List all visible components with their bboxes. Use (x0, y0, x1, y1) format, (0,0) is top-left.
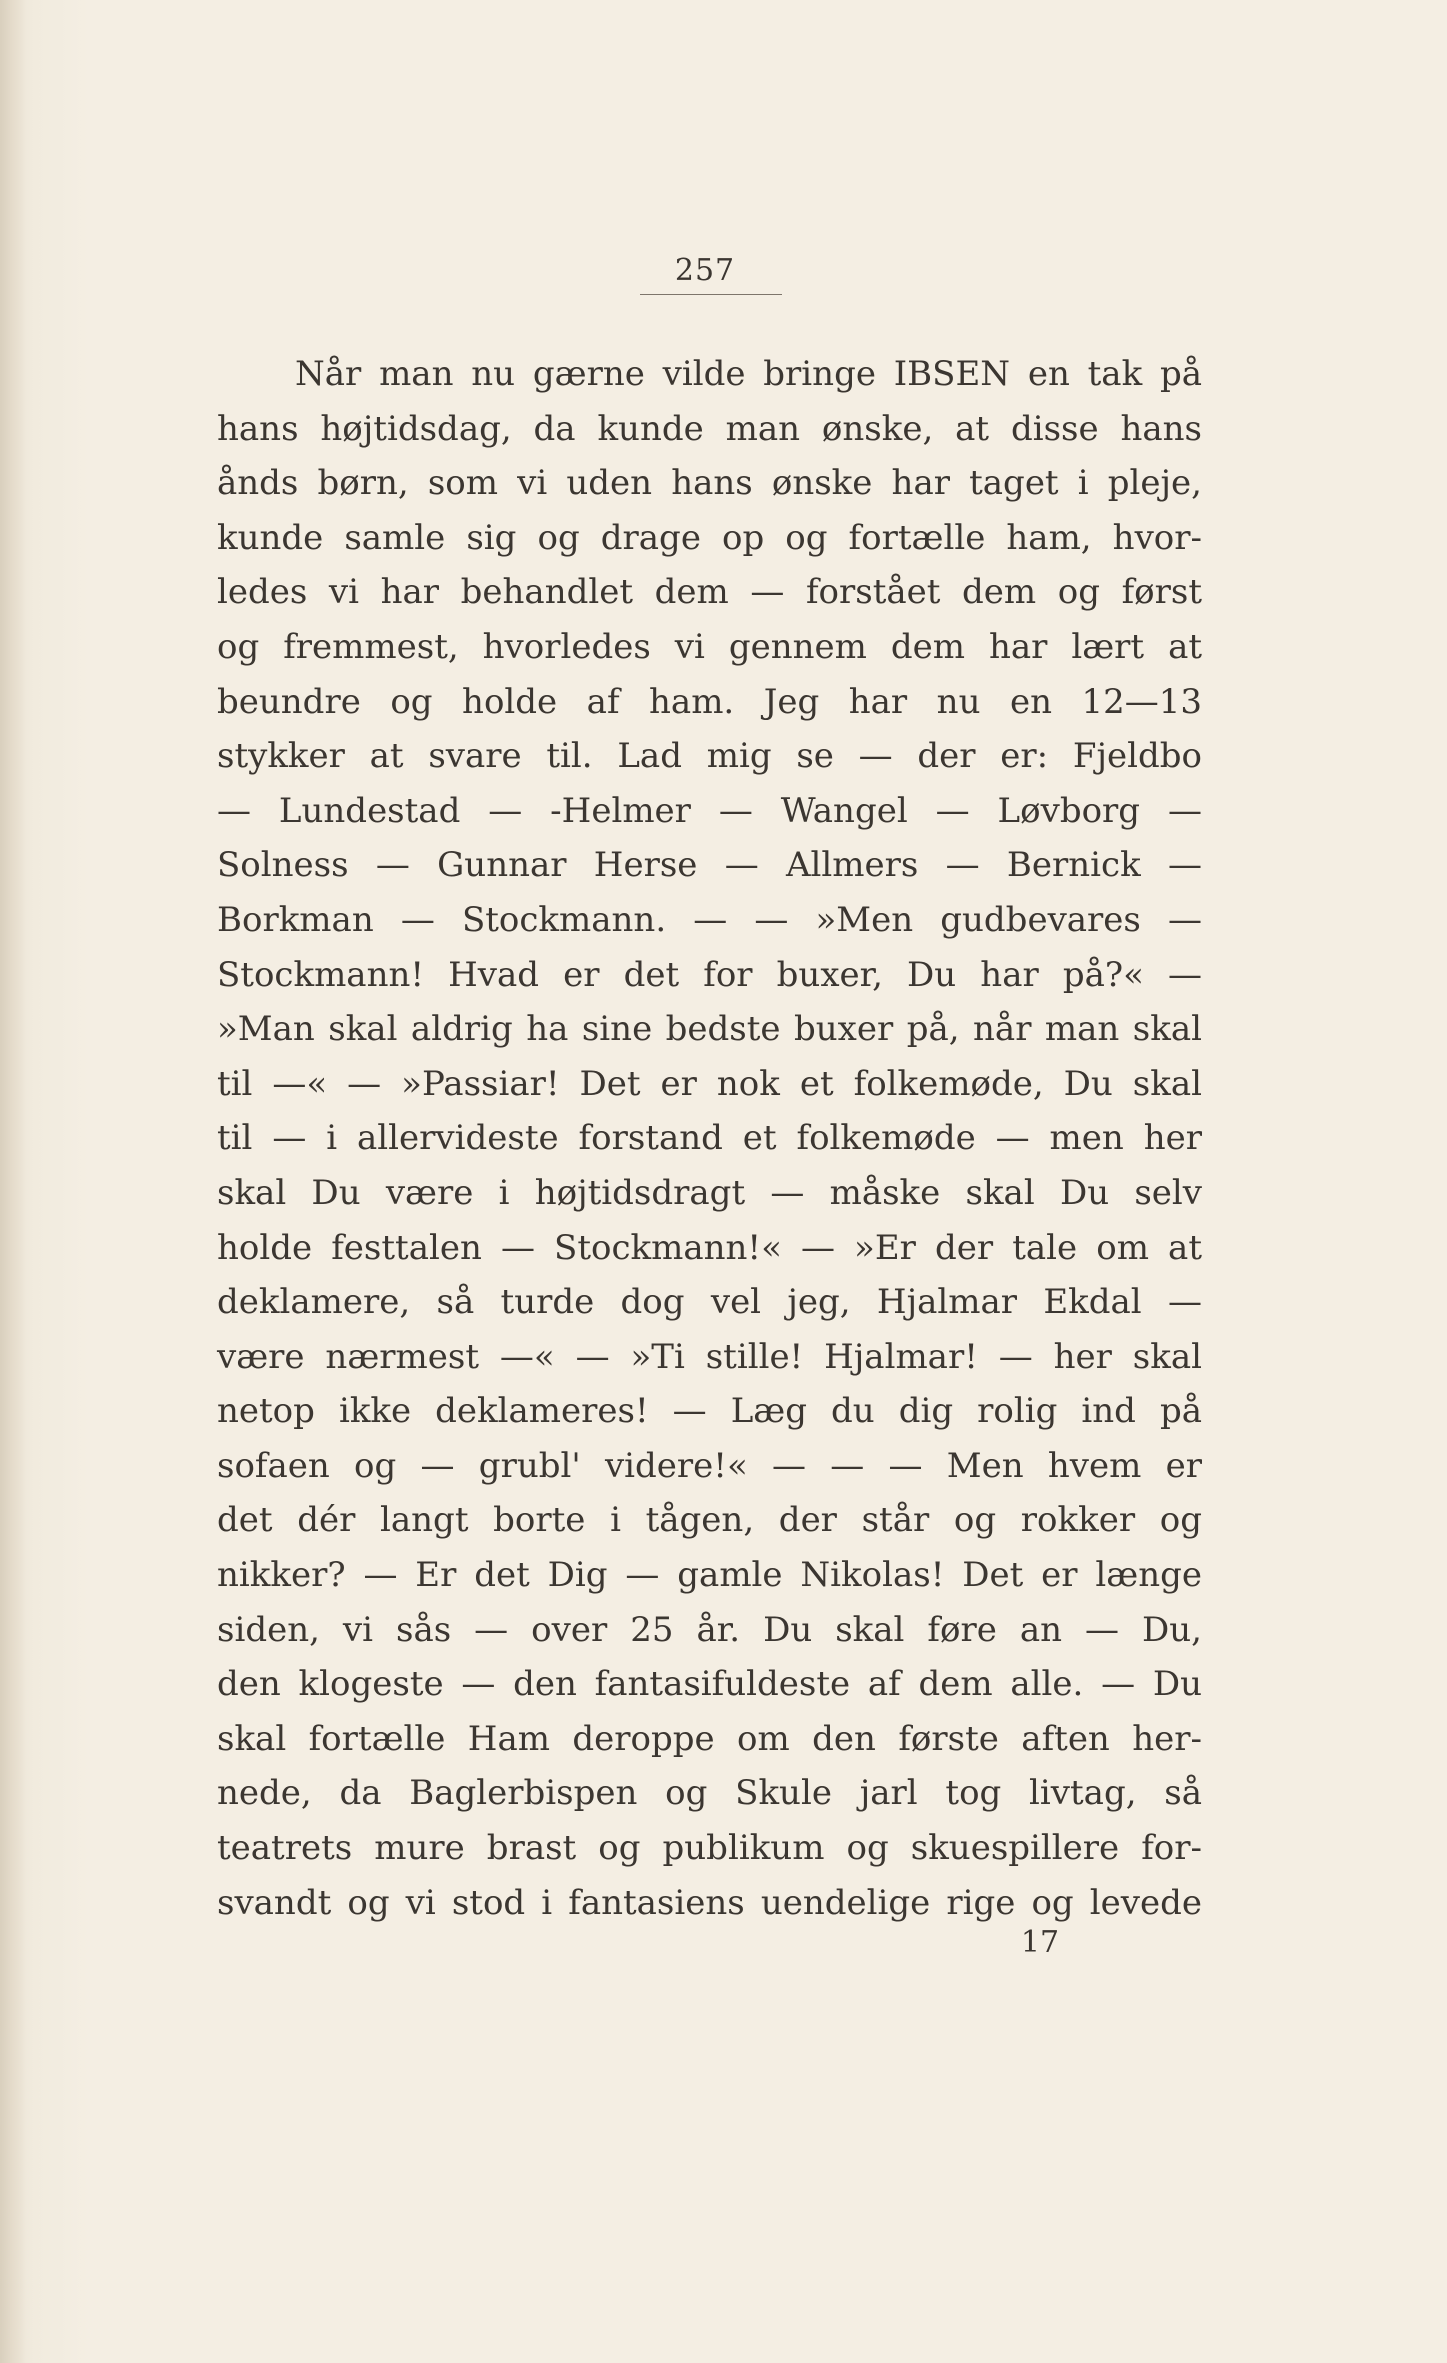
text-line: være nærmest —« — »Ti stille! Hjalmar! — her skal (217, 1336, 1202, 1377)
text-line: skal fortælle Ham deroppe om den første aften her- (217, 1718, 1202, 1759)
text-line: til —« — »Passiar! Det er nok et folkemøde, Du skal (217, 1063, 1202, 1104)
page-number: 257 (674, 253, 736, 288)
text-line: stykker at svare til. Lad mig se — der er: Fjeldbo (217, 736, 1202, 777)
text-line: nede, da Baglerbispen og Skule jarl tog livtag, så (217, 1773, 1202, 1814)
page-number-rule (640, 294, 782, 295)
text-line: kunde samle sig og drage op og fortælle ham, hvor- (217, 517, 1202, 558)
text-line: Solness — Gunnar Herse — Allmers — Bernick — (217, 845, 1202, 886)
text-line: nikker? — Er det Dig — gamle Nikolas! Det er længe (217, 1555, 1202, 1596)
body-text (217, 347, 1202, 1930)
text-line: Stockmann! Hvad er det for buxer, Du har på?« — (217, 954, 1202, 995)
text-line: netop ikke deklameres! — Læg du dig rolig ind på (217, 1391, 1202, 1432)
text-line: siden, vi sås — over 25 år. Du skal føre an — Du, (217, 1609, 1202, 1650)
text-line: beundre og holde af ham. Jeg har nu en 12—13 (217, 681, 1202, 722)
text-line: ånds børn, som vi uden hans ønske har taget i pleje, (217, 463, 1202, 504)
page-binding-edge (0, 0, 26, 2363)
text-line: Når man nu gærne vilde bringe IBSEN en tak på (295, 354, 1202, 394)
text-line: teatrets mure brast og publikum og skuespillere for- (217, 1828, 1202, 1869)
text-line: — Lundestad — -Helmer — Wangel — Løvborg — (217, 790, 1202, 831)
text-line: Borkman — Stockmann. — — »Men gudbevares — (217, 899, 1202, 940)
text-line: det dér langt borte i tågen, der står og rokker og (217, 1500, 1202, 1541)
text-line: til — i allervideste forstand et folkemøde — men her (217, 1118, 1202, 1159)
text-line: hans højtidsdag, da kunde man ønske, at disse hans (217, 408, 1202, 449)
text-line: »Man skal aldrig ha sine bedste buxer på, når man skal (217, 1009, 1202, 1050)
text-line: skal Du være i højtidsdragt — måske skal Du selv (217, 1172, 1202, 1213)
text-line: sofaen og — grubl' videre!« — — — Men hvem er (217, 1445, 1202, 1486)
text-line: ledes vi har behandlet dem — forstået dem og først (217, 572, 1202, 613)
text-line: og fremmest, hvorledes vi gennem dem har lært at (217, 626, 1202, 667)
text-line: deklamere, så turde dog vel jeg, Hjalmar Ekdal — (217, 1282, 1202, 1323)
text-line: svandt og vi stod i fantasiens uendelige rige og levede (217, 1882, 1202, 1923)
text-line: holde festtalen — Stockmann!« — »Er der tale om at (217, 1227, 1202, 1268)
text-line: den klogeste — den fantasifuldeste af dem alle. — Du (217, 1664, 1202, 1705)
signature-mark: 17 (1020, 1925, 1060, 1960)
